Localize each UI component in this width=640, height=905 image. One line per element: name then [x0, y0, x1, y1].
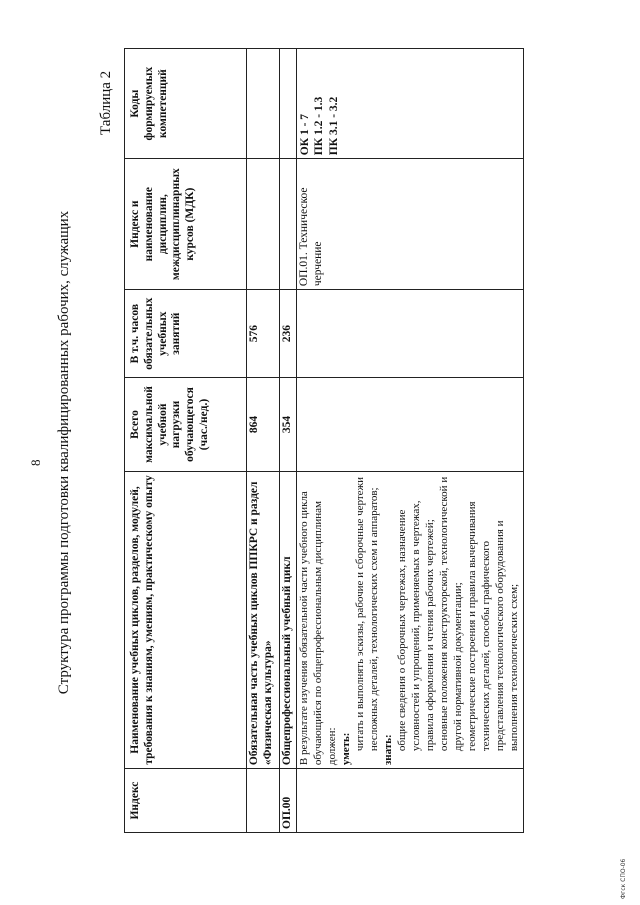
content-requirements [297, 471, 524, 768]
footer-stamp: Фгск СПО-06 [620, 858, 627, 899]
page-number: 8 [28, 459, 43, 466]
cycle-name: Общепрофессиональный учебный цикл [280, 471, 297, 768]
knowledge-item: основные положения конструкторской, технологической и другой нормативной документации; [437, 476, 464, 752]
knowledge-label: знать: [381, 734, 394, 766]
content-max-load [297, 378, 524, 472]
skills-label: уметь: [339, 732, 352, 766]
cycle-index: ОП.00 [280, 769, 297, 833]
cycle-competencies [280, 49, 297, 159]
cycle-max-load: 354 [280, 378, 297, 472]
cycle-mandatory: 236 [280, 290, 297, 378]
header-competencies: Коды формируемых компетенций [125, 49, 247, 159]
total-competencies [247, 49, 280, 159]
content-competencies [297, 49, 524, 159]
skills-text: читать и выполнять эскизы, рабочие и сборочные чертежи несложных деталей, технологических схем и аппаратов; [353, 476, 380, 752]
header-index: Индекс [125, 769, 247, 833]
knowledge-item: геометрические построения и правила вычерчивания технических деталей, способы графического представления технологического оборудования и выполнения технологических схем; [465, 501, 520, 752]
requirements-intro: В результате изучения обязательной части учебного цикла обучающийся по общепрофессиональным дисциплинам должен: [298, 491, 338, 766]
cycle-disciplines [280, 159, 297, 290]
program-structure-table [124, 48, 524, 833]
knowledge-item: общие сведения о сборочных чертежах, назначение условностей и упрощений, применяемых в чертежах, правила оформления и чтения рабочих чертежей; [395, 500, 436, 752]
header-max-load: Всего максимальной учебной нагрузки обучающегося (час./нед.) [125, 378, 247, 472]
total-index [247, 769, 280, 833]
content-mandatory [297, 290, 524, 378]
table-row-content [297, 49, 524, 833]
total-mandatory: 576 [247, 290, 280, 378]
content-index [297, 769, 524, 833]
competency-code: ОК 1 - 7 [299, 113, 311, 156]
total-name: Обязательная часть учебных циклов ППКРС и раздел «Физическая культура» [247, 471, 280, 768]
competency-code: ПК 3.1 - 3.2 [327, 96, 340, 156]
header-mandatory: В т.ч. часов обязательных учебных занятий [125, 290, 247, 378]
table-row-cycle [280, 49, 297, 833]
competency-code: ПК 1.2 - 1.3 [313, 96, 326, 156]
header-name: Наименование учебных циклов, разделов, модулей, требования к знаниям, умениям, практическому опыту [125, 471, 247, 768]
total-disciplines [247, 159, 280, 290]
table-label: Таблица 2 [98, 70, 114, 135]
table-header-row [125, 49, 247, 833]
table-row-total [247, 49, 280, 833]
header-disciplines: Индекс и наименование дисциплин, междисциплинарных курсов (МДК) [125, 159, 247, 290]
page-title: Структура программы подготовки квалифицированных рабочих, служащих [56, 210, 72, 695]
content-discipline: ОП.01. Техническое черчение [297, 159, 524, 290]
total-max-load: 864 [247, 378, 280, 472]
